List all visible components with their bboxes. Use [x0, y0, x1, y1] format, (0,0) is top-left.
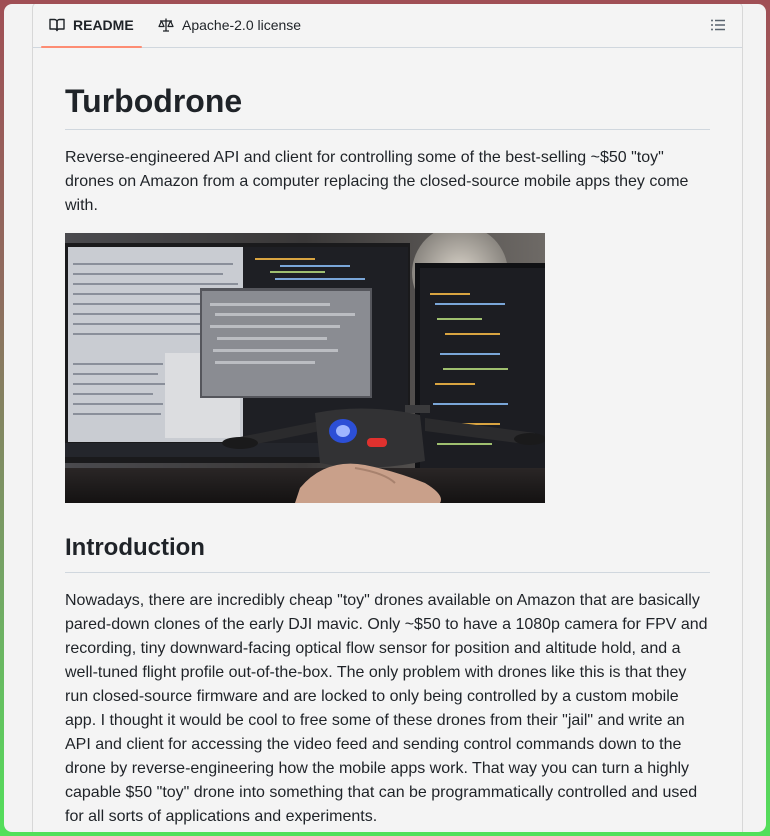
section-heading-introduction: Introduction: [65, 533, 710, 573]
law-scale-icon: [158, 17, 174, 33]
hero-image[interactable]: [65, 233, 545, 503]
readme-box: [32, 4, 743, 832]
book-icon: [49, 17, 65, 33]
introduction-paragraph: Nowadays, there are incredibly cheap "toy" drones available on Amazon that are basically pared-down clones of the early DJI mavic. Only ~$50 to have a 1080p camera for FPV and recording, tiny downward-facing optical flow sensor for position and altitude hold, and a well-tuned flight profile out-of-the-box. The only problem with drones like this is that they run closed-source firmware and are locked to only being controlled by a custom mobile app. I thought it would be cool to free some of these drones from their "jail" and write an API and client for accessing the video feed and sending control commands down to the drone by reverse-engineering how the mobile apps work. That way you can turn a highly capable $50 "toy" drone into something that can be programmatically controlled and used for all sorts of applications and experiments.: [65, 592, 708, 825]
tab-license[interactable]: [158, 4, 301, 47]
readme-tab-bar: [33, 4, 742, 48]
tab-readme-label: README: [73, 17, 134, 33]
readme-title: Turbodrone: [65, 81, 710, 130]
intro-paragraph: Reverse-engineered API and client for controlling some of the best-selling ~$50 "toy" drones on Amazon from a computer replacing the closed-source mobile apps they come with.: [65, 149, 689, 214]
tab-license-label: Apache-2.0 license: [182, 17, 302, 33]
toc-button[interactable]: [710, 17, 726, 38]
readme-content: [65, 47, 710, 829]
list-unordered-icon: [710, 17, 726, 33]
window-frame: [4, 4, 766, 832]
tab-readme[interactable]: [49, 4, 134, 47]
